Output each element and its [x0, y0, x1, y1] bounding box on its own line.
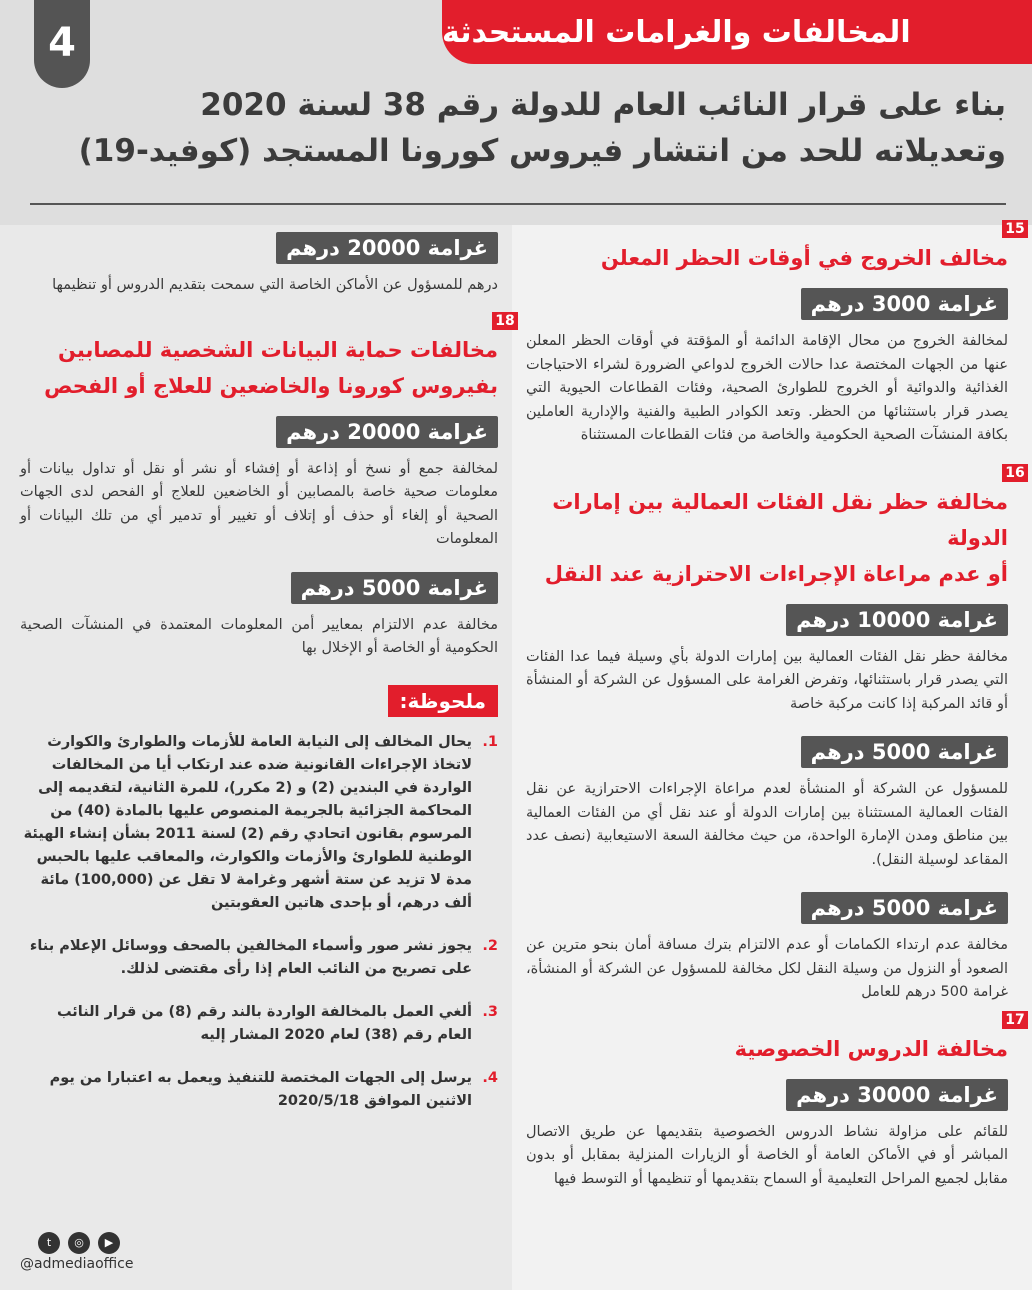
note-number: 2. — [482, 937, 498, 954]
youtube-icon[interactable]: ▶ — [98, 1232, 120, 1254]
note-text: يجوز نشر صور وأسماء المخالفين بالصحف ووسائل الإعلام بناء على تصريح من النائب العام إذا رأى مقتضى لذلك. — [29, 937, 472, 977]
note-number: 3. — [482, 1003, 498, 1020]
section-18-title — [20, 330, 498, 404]
section-16-text-3: مخالفة عدم ارتداء الكمامات أو عدم الالتزام بترك مسافة أمان بنحو مترين عن الصعود أو النزول من وسيلة النقل لكل مخالفة للمسؤول عن الشركة أو المنشأة، غرامة 500 درهم للعامل — [526, 937, 1008, 1000]
twitter-icon[interactable]: t — [38, 1232, 60, 1254]
note-text: ألغي العمل بالمخالفة الواردة بالند رقم (8) من قرار النائب العام رقم (38) لعام 2020 المشار إليه — [56, 1003, 472, 1043]
section-16-title-line-2: أو عدم مراعاة الإجراءات الاحترازية عند النقل — [544, 561, 1008, 586]
page-number-badge: 4 — [34, 0, 90, 88]
fine-badge: غرامة 5000 درهم — [801, 892, 1008, 924]
fine-badge: غرامة 30000 درهم — [786, 1079, 1008, 1111]
note-label: ملحوظة: — [388, 685, 498, 717]
section-15-text: لمخالفة الخروج من محال الإقامة الدائمة أو المؤقتة في أوقات الحظر المعلن عنها من الجهات المختصة عدا حالات الخروج لدواعي الضرورة لشراء الاحتياجات الغذائية والدوائية أو الخروج للطوارئ الصحية، وفئات القطاعات الحيوية التي يصدر قرار باستثنائها من الحظر. وتعد الكوادر الطبية والفنية والإدارية العاملين بكافة المنشآت الصحية الحكومية والخاصة من فئات القطاعات المستثناة — [526, 333, 1008, 443]
title-divider — [30, 203, 1006, 205]
fine-badge: غرامة 20000 درهم — [276, 416, 498, 448]
social-icons — [38, 1232, 120, 1254]
note-item — [20, 1067, 498, 1113]
account-handle: @admediaoffice — [20, 1256, 134, 1272]
section-16-title-line-1: مخالفة حظر نقل الفئات العمالية بين إمارات الدولة — [552, 489, 1008, 550]
right-column — [526, 220, 1025, 1191]
section-17-text: للقائم على مزاولة نشاط الدروس الخصوصية بتقديمها عن طريق الاتصال المباشر أو في الأماكن العامة أو الخاصة أو الزيارات المنزلية بمقابل أو بدون مقابل لجميع المراحل التعليمية أو السماح بتقديمها أو تنظيمها أو التوسط فيها — [526, 1123, 1008, 1187]
banner-title: المخالفات والغرامات المستحدثة — [442, 0, 1032, 64]
left-column — [20, 228, 515, 1133]
section-16-title — [526, 482, 1008, 592]
section-number-18: 18 — [492, 312, 518, 330]
section-15-title: مخالف الخروج في أوقات الحظر المعلن — [600, 246, 1008, 270]
note-item — [20, 935, 498, 981]
fine-badge: غرامة 5000 درهم — [291, 572, 498, 604]
note-number: 1. — [482, 733, 498, 750]
fine-badge: غرامة 10000 درهم — [786, 604, 1008, 636]
section-17-title: مخالفة الدروس الخصوصية — [734, 1036, 1008, 1061]
fine-badge: غرامة 5000 درهم — [801, 736, 1008, 768]
section-17-continued-text: درهم للمسؤول عن الأماكن الخاصة التي سمحت بتقديم الدروس أو تنظيمها — [52, 277, 498, 293]
title-line-1: بناء على قرار النائب العام للدولة رقم 38 لسنة 2020 — [200, 87, 1006, 123]
fine-badge: غرامة 20000 درهم — [276, 232, 498, 264]
section-18-title-line-1: مخالفات حماية البيانات الشخصية للمصابين — [57, 337, 498, 362]
section-number-16: 16 — [1002, 464, 1028, 482]
section-18-text-1: لمخالفة جمع أو نسخ أو إذاعة أو إفشاء أو نشر أو نقل أو تداول بيانات أو معلومات صحية خاصة بالمصابين أو الخاضعين للعلاج أو الفحص لدى الجهات الصحية أو إلغاء أو حذف أو إتلاف أو تغيير أو تدمير أي من تلك البيانات أو المعلومات — [20, 460, 498, 547]
section-number-17: 17 — [1002, 1011, 1028, 1029]
instagram-icon[interactable]: ◎ — [68, 1232, 90, 1254]
note-item — [20, 1001, 498, 1047]
section-18-text-2: مخالفة عدم الالتزام بمعايير أمن المعلومات المعتمدة في المنشآت الصحية الحكومية أو الخاصة أو الإخلال بها — [20, 616, 498, 656]
fine-badge: غرامة 3000 درهم — [801, 288, 1008, 320]
section-18-title-line-2: بفيروس كورونا والخاضعين للعلاج أو الفحص — [44, 373, 498, 398]
section-16-text-1: مخالفة حظر نقل الفئات العمالية بين إمارات الدولة بأي وسيلة فيما عدا الفئات التي يصدر قرار باستثنائها، وتفرض الغرامة على المسؤول عن الشركة أو المنشأة أو قائد المركبة إذا كانت مركبة خاصة — [526, 648, 1008, 712]
section-number-15: 15 — [1002, 220, 1028, 238]
note-number: 4. — [482, 1069, 498, 1086]
page-title — [66, 82, 1006, 174]
note-text: يرسل إلى الجهات المختصة للتنفيذ ويعمل به اعتبارا من يوم الاثنين الموافق 2020/5/18 — [49, 1069, 472, 1109]
note-text: يحال المخالف إلى النيابة العامة للأزمات والطوارئ والكوارث لاتخاذ الإجراءات القانونية ضده عند ارتكاب أيا من المخالفات الواردة في البندين (2) و (2 مكرر)، للمرة الثانية، لتقديمه إلى المحاكمة الجزائية بالجريمة المنصوص عليها بالمادة (40) من المرسوم بقانون اتحادي رقم (2) لسنة 2011 بشأن إنشاء الهيئة الوطنية للطوارئ والأزمات والكوارث، والمعاقب عليها بالحبس مدة لا تزيد عن ستة أشهر وغرامة لا تقل عن (100,000) مائة ألف درهم، أو بإحدى هاتين العقوبتين — [23, 733, 472, 911]
title-line-2: وتعديلاته للحد من انتشار فيروس كورونا المستجد (كوفيد-19) — [78, 133, 1006, 169]
section-16-text-2: للمسؤول عن الشركة أو المنشأة لعدم مراعاة الإجراءات الاحترازية عن نقل الفئات العمالية المستثناة بين إمارات الدولة أو عند نقل أي من الفئات العمالية بين مناطق ومدن الإمارة الواحدة، من حيث مخالفة السعة الاستيعابية (نصف عدد المقاعد لوسيلة النقل). — [526, 781, 1008, 868]
note-item — [20, 731, 498, 915]
